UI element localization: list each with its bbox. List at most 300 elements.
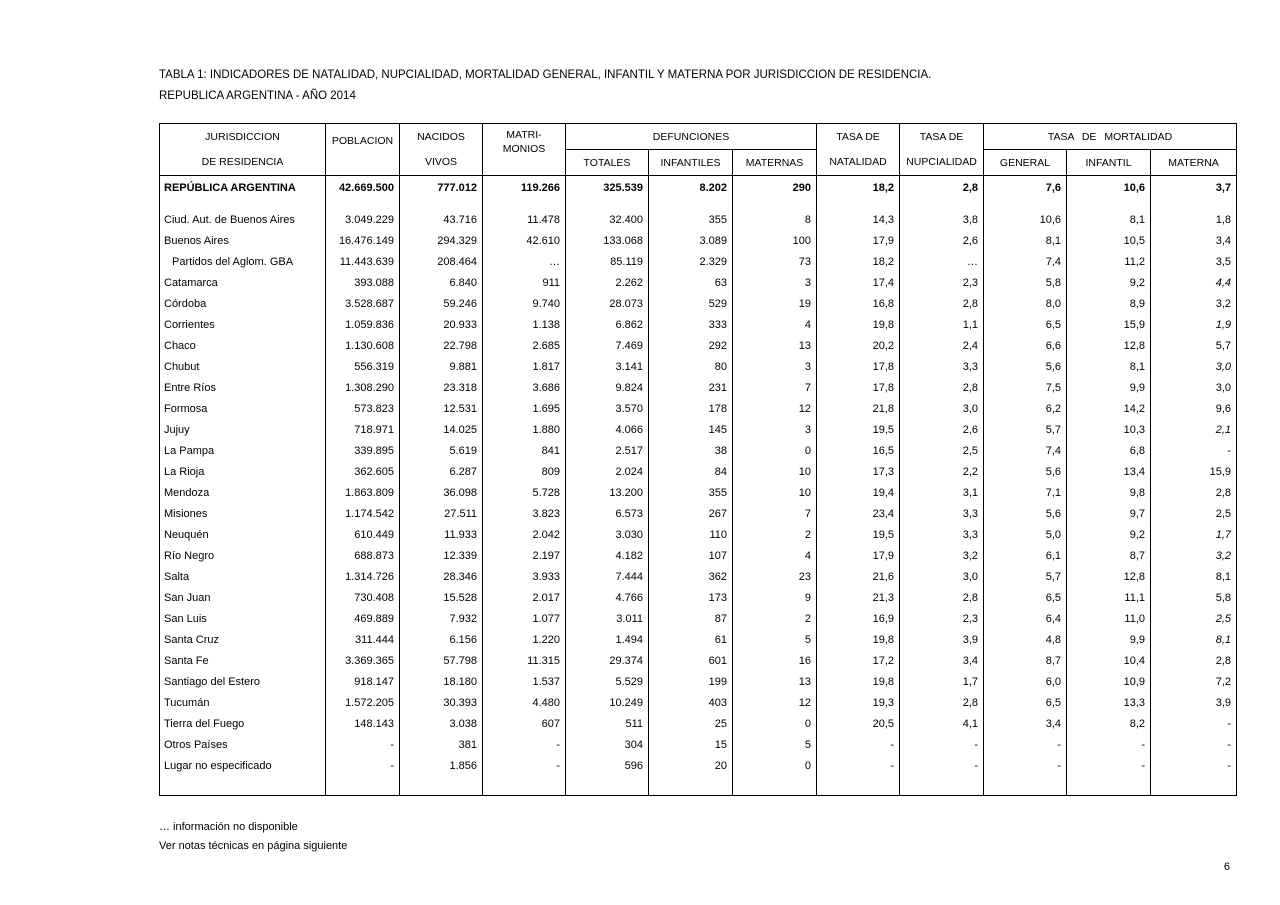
value-cell: 1.572.205	[326, 693, 400, 714]
value-cell: 381	[400, 735, 483, 756]
table-body	[160, 176, 1237, 796]
table-row	[160, 176, 1237, 201]
jurisdiction-cell: Salta	[160, 567, 326, 588]
value-cell: -	[1151, 735, 1237, 756]
value-cell: 601	[649, 651, 733, 672]
table-row	[160, 483, 1237, 504]
value-cell: 19,5	[817, 525, 900, 546]
value-cell: 59.246	[400, 294, 483, 315]
value-cell: 23.318	[400, 378, 483, 399]
jurisdiction-cell: Catamarca	[160, 273, 326, 294]
value-cell: 1.880	[483, 420, 566, 441]
value-cell: 28.346	[400, 567, 483, 588]
value-cell: 6.287	[400, 462, 483, 483]
value-cell	[733, 201, 817, 210]
value-cell: 208.464	[400, 252, 483, 273]
jurisdiction-cell: Buenos Aires	[160, 231, 326, 252]
value-cell: 84	[649, 462, 733, 483]
value-cell: 199	[649, 672, 733, 693]
value-cell	[1067, 201, 1151, 210]
value-cell: 19,4	[817, 483, 900, 504]
value-cell: 5.529	[566, 672, 649, 693]
value-cell: 7	[733, 504, 817, 525]
value-cell: 7,1	[984, 483, 1067, 504]
table-row	[160, 462, 1237, 483]
value-cell: 3,9	[900, 630, 984, 651]
value-cell: 20,2	[817, 336, 900, 357]
table-header	[160, 124, 1237, 176]
value-cell: -	[483, 756, 566, 796]
value-cell: 333	[649, 315, 733, 336]
value-cell: 10,5	[1067, 231, 1151, 252]
value-cell: 596	[566, 756, 649, 796]
col-header-line: TASA DE	[836, 130, 880, 143]
table-row	[160, 630, 1237, 651]
value-cell: 3,3	[900, 357, 984, 378]
col-header-nacidos-vivos	[400, 124, 483, 176]
value-cell: 290	[733, 176, 817, 201]
value-cell: 6,5	[984, 588, 1067, 609]
jurisdiction-cell: Santa Cruz	[160, 630, 326, 651]
value-cell: 57.798	[400, 651, 483, 672]
value-cell: 12.531	[400, 399, 483, 420]
value-cell: -	[817, 756, 900, 796]
value-cell: 19,3	[817, 693, 900, 714]
value-cell: 2	[733, 525, 817, 546]
table-row	[160, 756, 1237, 796]
value-cell: 2,6	[900, 420, 984, 441]
value-cell: 1.174.542	[326, 504, 400, 525]
table-row	[160, 399, 1237, 420]
value-cell: 1,1	[900, 315, 984, 336]
value-cell: 3,4	[1151, 231, 1237, 252]
value-cell: 6,5	[984, 693, 1067, 714]
value-cell: 4,4	[1151, 273, 1237, 294]
value-cell: 3,9	[1151, 693, 1237, 714]
value-cell: 2,8	[900, 294, 984, 315]
value-cell: 3.049.229	[326, 210, 400, 231]
value-cell: 107	[649, 546, 733, 567]
value-cell: 304	[566, 735, 649, 756]
col-header-line: DE RESIDENCIA	[201, 155, 284, 168]
jurisdiction-cell: Chaco	[160, 336, 326, 357]
value-cell: 1.138	[483, 315, 566, 336]
value-cell	[817, 201, 900, 210]
value-cell: -	[1151, 441, 1237, 462]
value-cell: 3.038	[400, 714, 483, 735]
value-cell: 12.339	[400, 546, 483, 567]
value-cell: 3,2	[900, 546, 984, 567]
value-cell: 9.740	[483, 294, 566, 315]
jurisdiction-cell: Río Negro	[160, 546, 326, 567]
table-row	[160, 231, 1237, 252]
col-header-tasa-natalidad	[817, 124, 900, 176]
value-cell: 1,7	[900, 672, 984, 693]
value-cell: 20.933	[400, 315, 483, 336]
table-row	[160, 567, 1237, 588]
value-cell: 21,3	[817, 588, 900, 609]
value-cell: 11.933	[400, 525, 483, 546]
table-row	[160, 420, 1237, 441]
value-cell: 0	[733, 441, 817, 462]
table-row	[160, 378, 1237, 399]
value-cell: 5,7	[1151, 336, 1237, 357]
value-cell: 27.511	[400, 504, 483, 525]
value-cell: 2,2	[900, 462, 984, 483]
value-cell: 2.329	[649, 252, 733, 273]
header-row-groups	[160, 124, 1237, 150]
value-cell: 9,6	[1151, 399, 1237, 420]
value-cell: 28.073	[566, 294, 649, 315]
value-cell: 6,6	[984, 336, 1067, 357]
value-cell: 6.862	[566, 315, 649, 336]
value-cell: 4.766	[566, 588, 649, 609]
indicators-table	[159, 123, 1237, 796]
footnote-unavailable: … información no disponible	[159, 820, 298, 833]
jurisdiction-cell: Formosa	[160, 399, 326, 420]
table-row	[160, 504, 1237, 525]
value-cell: 7,4	[984, 441, 1067, 462]
value-cell	[1151, 201, 1237, 210]
value-cell: 4	[733, 315, 817, 336]
value-cell: 355	[649, 210, 733, 231]
value-cell: 13,3	[1067, 693, 1151, 714]
value-cell: 2,5	[900, 441, 984, 462]
value-cell: 5,8	[1151, 588, 1237, 609]
col-header-tasa-nupcialidad	[900, 124, 984, 176]
value-cell: 1,8	[1151, 210, 1237, 231]
value-cell: 36.098	[400, 483, 483, 504]
value-cell: 1.077	[483, 609, 566, 630]
value-cell: 13.200	[566, 483, 649, 504]
value-cell: 393.088	[326, 273, 400, 294]
value-cell: 32.400	[566, 210, 649, 231]
jurisdiction-cell: La Rioja	[160, 462, 326, 483]
value-cell: 133.068	[566, 231, 649, 252]
value-cell: 1.314.726	[326, 567, 400, 588]
value-cell: 8	[733, 210, 817, 231]
value-cell: 3,0	[1151, 378, 1237, 399]
value-cell: 15,9	[1151, 462, 1237, 483]
value-cell: 1.494	[566, 630, 649, 651]
value-cell: 3.528.687	[326, 294, 400, 315]
value-cell: 9	[733, 588, 817, 609]
value-cell: 2,4	[900, 336, 984, 357]
value-cell: 9,9	[1067, 378, 1151, 399]
value-cell: 17,8	[817, 378, 900, 399]
table-row	[160, 273, 1237, 294]
value-cell: 311.444	[326, 630, 400, 651]
value-cell: 2,8	[900, 378, 984, 399]
value-cell: 718.971	[326, 420, 400, 441]
value-cell: 9.824	[566, 378, 649, 399]
table-row	[160, 525, 1237, 546]
value-cell: 1,7	[1151, 525, 1237, 546]
jurisdiction-cell: San Luis	[160, 609, 326, 630]
value-cell: 15	[649, 735, 733, 756]
value-cell: 15,9	[1067, 315, 1151, 336]
value-cell: 5,7	[984, 420, 1067, 441]
value-cell: 5,7	[984, 567, 1067, 588]
value-cell: 16	[733, 651, 817, 672]
col-header-defunciones: DEFUNCIONES	[566, 124, 817, 150]
value-cell: 20,5	[817, 714, 900, 735]
value-cell: 5.619	[400, 441, 483, 462]
col-header-infantil: INFANTIL	[1067, 150, 1151, 176]
value-cell: 110	[649, 525, 733, 546]
value-cell: 5,8	[984, 273, 1067, 294]
value-cell: 2,8	[900, 176, 984, 201]
value-cell: 17,2	[817, 651, 900, 672]
value-cell: 3.823	[483, 504, 566, 525]
value-cell: 7	[733, 378, 817, 399]
value-cell: 8,7	[1067, 546, 1151, 567]
value-cell: 8,0	[984, 294, 1067, 315]
value-cell: 8,2	[1067, 714, 1151, 735]
value-cell: 11,1	[1067, 588, 1151, 609]
value-cell: 3.686	[483, 378, 566, 399]
col-header-materna: MATERNA	[1151, 150, 1237, 176]
value-cell: 23	[733, 567, 817, 588]
jurisdiction-cell: Tucumán	[160, 693, 326, 714]
value-cell: 2.262	[566, 273, 649, 294]
value-cell: 29.374	[566, 651, 649, 672]
value-cell: 9.881	[400, 357, 483, 378]
value-cell: 9,8	[1067, 483, 1151, 504]
value-cell: 5,6	[984, 462, 1067, 483]
value-cell: 1.220	[483, 630, 566, 651]
value-cell: 5,6	[984, 504, 1067, 525]
value-cell: 6,5	[984, 315, 1067, 336]
value-cell: 4	[733, 546, 817, 567]
value-cell: 15.528	[400, 588, 483, 609]
jurisdiction-cell: San Juan	[160, 588, 326, 609]
value-cell: 3,0	[900, 399, 984, 420]
value-cell: 178	[649, 399, 733, 420]
value-cell: 607	[483, 714, 566, 735]
value-cell: 8,7	[984, 651, 1067, 672]
value-cell: 529	[649, 294, 733, 315]
value-cell: 4.480	[483, 693, 566, 714]
jurisdiction-cell: Santiago del Estero	[160, 672, 326, 693]
value-cell: 25	[649, 714, 733, 735]
value-cell: 8,1	[984, 231, 1067, 252]
value-cell: 3,3	[900, 504, 984, 525]
value-cell: 6.156	[400, 630, 483, 651]
value-cell: 11,2	[1067, 252, 1151, 273]
value-cell: 3,8	[900, 210, 984, 231]
value-cell: 10.249	[566, 693, 649, 714]
value-cell: 3.089	[649, 231, 733, 252]
table-row	[160, 609, 1237, 630]
value-cell: 19	[733, 294, 817, 315]
value-cell: 3,4	[900, 651, 984, 672]
col-header-tasa-mortalidad: TASA DE MORTALIDAD	[984, 124, 1237, 150]
jurisdiction-cell: Entre Ríos	[160, 378, 326, 399]
value-cell: 14,2	[1067, 399, 1151, 420]
spacer-row	[160, 201, 1237, 210]
value-cell: 13	[733, 672, 817, 693]
value-cell: 11.443.639	[326, 252, 400, 273]
value-cell: -	[984, 735, 1067, 756]
value-cell: 10	[733, 462, 817, 483]
value-cell: 6.573	[566, 504, 649, 525]
value-cell: 3,5	[1151, 252, 1237, 273]
value-cell: 17,9	[817, 231, 900, 252]
value-cell: 339.895	[326, 441, 400, 462]
value-cell: 730.408	[326, 588, 400, 609]
value-cell: 10,6	[1067, 176, 1151, 201]
value-cell: -	[326, 756, 400, 796]
value-cell: 16.476.149	[326, 231, 400, 252]
value-cell: 11.315	[483, 651, 566, 672]
value-cell: 469.889	[326, 609, 400, 630]
value-cell: 1.863.809	[326, 483, 400, 504]
value-cell: 2,8	[1151, 651, 1237, 672]
value-cell: 3,2	[1151, 294, 1237, 315]
value-cell: 5	[733, 735, 817, 756]
page-number: 6	[1223, 860, 1230, 873]
footnote-technical-notes: Ver notas técnicas en página siguiente	[159, 839, 348, 852]
value-cell: 17,4	[817, 273, 900, 294]
value-cell: 5,6	[984, 357, 1067, 378]
jurisdiction-cell: Corrientes	[160, 315, 326, 336]
table-row	[160, 252, 1237, 273]
value-cell: 7,4	[984, 252, 1067, 273]
value-cell: 2,3	[900, 609, 984, 630]
value-cell: 61	[649, 630, 733, 651]
value-cell: 10,6	[984, 210, 1067, 231]
value-cell: 119.266	[483, 176, 566, 201]
value-cell: 231	[649, 378, 733, 399]
col-header-general: GENERAL	[984, 150, 1067, 176]
value-cell: 2	[733, 609, 817, 630]
value-cell: 19,8	[817, 315, 900, 336]
value-cell: 2,6	[900, 231, 984, 252]
table-row	[160, 672, 1237, 693]
value-cell: 4.066	[566, 420, 649, 441]
value-cell: 2,1	[1151, 420, 1237, 441]
value-cell: 10,3	[1067, 420, 1151, 441]
col-header-line: JURISDICCION	[205, 130, 280, 143]
value-cell: 355	[649, 483, 733, 504]
value-cell: 6,2	[984, 399, 1067, 420]
col-header-jurisdiccion	[160, 124, 326, 176]
value-cell: 10	[733, 483, 817, 504]
value-cell: -	[817, 735, 900, 756]
value-cell: 2,8	[900, 693, 984, 714]
value-cell: 7,5	[984, 378, 1067, 399]
value-cell: 10,9	[1067, 672, 1151, 693]
value-cell: 42.669.500	[326, 176, 400, 201]
value-cell: 100	[733, 231, 817, 252]
value-cell	[984, 201, 1067, 210]
value-cell: 16,5	[817, 441, 900, 462]
value-cell: 7.932	[400, 609, 483, 630]
document-page	[159, 68, 1236, 873]
value-cell: 7.444	[566, 567, 649, 588]
jurisdiction-cell: REPÚBLICA ARGENTINA	[160, 176, 326, 201]
jurisdiction-cell: Partidos del Aglom. GBA	[160, 252, 326, 273]
value-cell: 3,1	[900, 483, 984, 504]
value-cell: 43.716	[400, 210, 483, 231]
value-cell: 2.197	[483, 546, 566, 567]
value-cell: 2,8	[1151, 483, 1237, 504]
value-cell: 23,4	[817, 504, 900, 525]
col-header-poblacion	[326, 124, 400, 176]
value-cell: 63	[649, 273, 733, 294]
value-cell: 0	[733, 714, 817, 735]
value-cell: 16,8	[817, 294, 900, 315]
value-cell: 7,6	[984, 176, 1067, 201]
value-cell: 8,1	[1067, 210, 1151, 231]
value-cell: 9,9	[1067, 630, 1151, 651]
value-cell: 777.012	[400, 176, 483, 201]
value-cell: 6.840	[400, 273, 483, 294]
value-cell: 2,8	[900, 588, 984, 609]
value-cell: 809	[483, 462, 566, 483]
value-cell: 10,4	[1067, 651, 1151, 672]
value-cell: 294.329	[400, 231, 483, 252]
value-cell: -	[483, 735, 566, 756]
col-header-line: MATRI-	[506, 129, 542, 141]
value-cell: 3	[733, 273, 817, 294]
jurisdiction-cell: Santa Fe	[160, 651, 326, 672]
value-cell: 610.449	[326, 525, 400, 546]
value-cell: 1.130.608	[326, 336, 400, 357]
jurisdiction-cell: Neuquén	[160, 525, 326, 546]
value-cell: 688.873	[326, 546, 400, 567]
table-row	[160, 315, 1237, 336]
value-cell: 3	[733, 357, 817, 378]
value-cell: 22.798	[400, 336, 483, 357]
value-cell: 38	[649, 441, 733, 462]
value-cell: 87	[649, 609, 733, 630]
footnotes-block	[159, 818, 1236, 856]
col-header-infantiles: INFANTILES	[649, 150, 733, 176]
value-cell: 403	[649, 693, 733, 714]
table-row	[160, 294, 1237, 315]
table-row	[160, 735, 1237, 756]
col-header-line: NUPCIALIDAD	[906, 155, 977, 168]
value-cell: 3,4	[984, 714, 1067, 735]
value-cell: 292	[649, 336, 733, 357]
value-cell: 3.141	[566, 357, 649, 378]
value-cell: 6,8	[1067, 441, 1151, 462]
value-cell: 8,1	[1151, 630, 1237, 651]
value-cell: 1.059.836	[326, 315, 400, 336]
value-cell: 362	[649, 567, 733, 588]
value-cell: 3	[733, 420, 817, 441]
value-cell: -	[1151, 714, 1237, 735]
value-cell: 14,3	[817, 210, 900, 231]
value-cell: 3,0	[900, 567, 984, 588]
table-subtitle: REPUBLICA ARGENTINA - AÑO 2014	[159, 90, 356, 102]
value-cell: 841	[483, 441, 566, 462]
value-cell: 4,8	[984, 630, 1067, 651]
value-cell: 8,1	[1067, 357, 1151, 378]
value-cell: 556.319	[326, 357, 400, 378]
value-cell: 148.143	[326, 714, 400, 735]
value-cell: 14.025	[400, 420, 483, 441]
value-cell: 30.393	[400, 693, 483, 714]
value-cell: 80	[649, 357, 733, 378]
table-row	[160, 588, 1237, 609]
col-header-line: POBLACION	[331, 135, 394, 147]
value-cell: 12,8	[1067, 336, 1151, 357]
value-cell: -	[1067, 756, 1151, 796]
value-cell: -	[326, 735, 400, 756]
